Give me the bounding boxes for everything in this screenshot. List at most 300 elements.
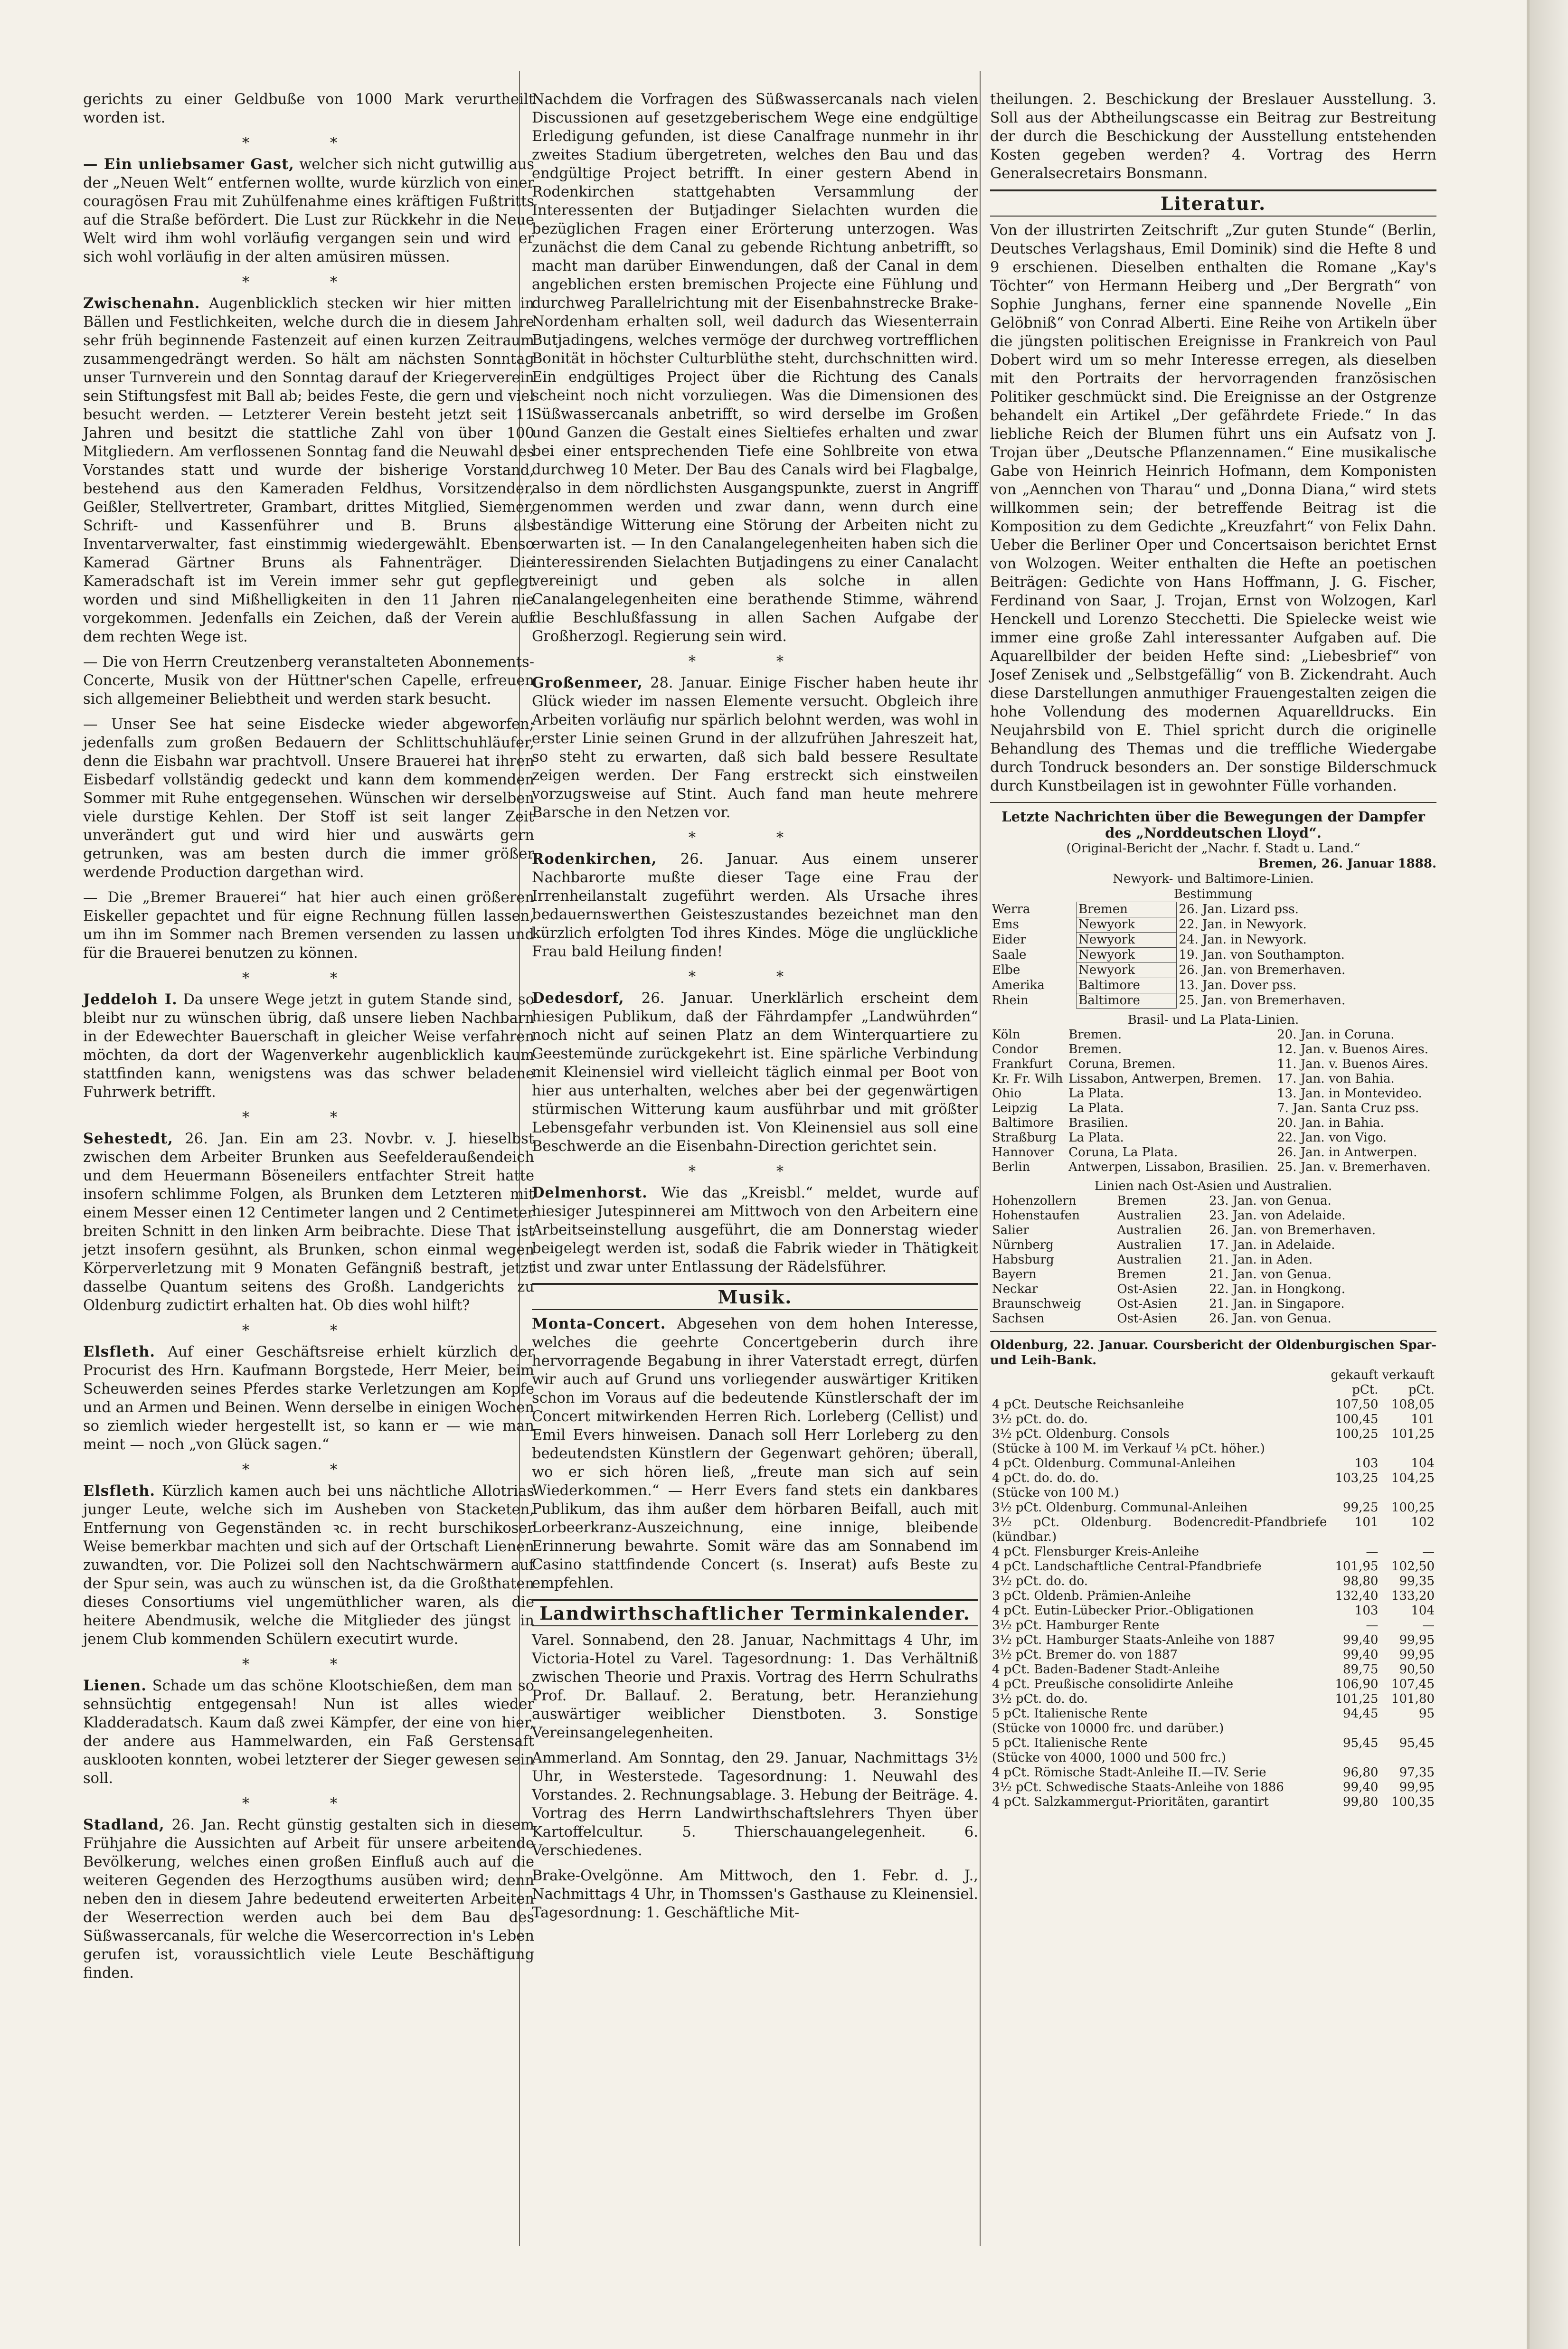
table-cell: — — [1366, 1545, 1379, 1559]
table-cell: Coruna, Bremen. — [1068, 1057, 1176, 1071]
table-cell: 3½ pCt. Oldenburg. Communal-Anleihen — [992, 1500, 1248, 1515]
table-row — [990, 1282, 1436, 1297]
table-cell — [1329, 1442, 1380, 1456]
table-cell: 100,35 — [1391, 1795, 1435, 1809]
table-cell: 13. Jan. Dover pss. — [1179, 978, 1297, 992]
table-body — [990, 1397, 1436, 1810]
table-cell: La Plata. — [1068, 1131, 1124, 1145]
table-cell: 97,35 — [1399, 1765, 1435, 1780]
article-heading: Rodenkirchen, — [532, 850, 657, 868]
table-row — [990, 1238, 1436, 1253]
table-row — [990, 1267, 1436, 1282]
table-cell: 4 pCt. do. do. do. — [992, 1471, 1099, 1485]
table-row — [990, 1486, 1436, 1500]
table-cell: Leipzig — [992, 1101, 1038, 1115]
table-cell: 3½ pCt. Bremer do. von 1887 — [992, 1648, 1178, 1662]
table-row — [990, 1042, 1436, 1057]
table-cell: (Stücke à 100 M. im Verkauf ¼ pCt. höher.) — [992, 1442, 1265, 1456]
table-cell: 3½ pCt. do. do. — [992, 1692, 1088, 1706]
article-text: — Die von Herrn Creutzenberg veranstalteten Abonnements-Concerte, Musik von der Hüttner'schen Capelle, erfreuen sich allgemeiner Beliebtheit und werden stark besucht. — [83, 654, 534, 708]
table-cell: 99,35 — [1399, 1574, 1435, 1588]
table-cell: Hannover — [992, 1145, 1054, 1160]
article-text: 26. Januar. Aus einem unserer Nachbarorte mußte dieser Tage eine Frau der Irrenheilanstalt zugeführt werden. Als Ursache ihres bedauernswerthen Geisteszustandes bezeichnet man den kürzlich erfolgten Tod ihres Kindes. Möge die unglückliche Frau bald Heilung finden! — [532, 851, 978, 960]
article — [532, 989, 978, 1156]
table-cell: Bremen — [1077, 902, 1177, 917]
table-cell: 95,45 — [1342, 1736, 1379, 1750]
table-row — [990, 1208, 1436, 1223]
table-cell: 3½ pCt. do. do. — [992, 1412, 1088, 1426]
table-cell: Newyork — [1077, 963, 1177, 978]
article-heading: Zwischenahn. — [83, 295, 200, 312]
table-cell: Condor — [992, 1042, 1039, 1057]
table-cell: 104 — [1411, 1456, 1435, 1471]
table-row — [990, 1795, 1436, 1810]
table-cell: 21. Jan. in Aden. — [1209, 1253, 1313, 1267]
table-cell — [1380, 1442, 1436, 1456]
table-cell: 102 — [1411, 1515, 1435, 1529]
table-header-row — [990, 1383, 1436, 1397]
section-title-musik: Musik. — [532, 1283, 978, 1310]
table-subheading: Bestimmung — [1173, 887, 1253, 901]
article-text: Schade um das schöne Klootschießen, dem man so sehnsüchtig entgegensah! Nun ist alles wieder Kladderadatsch. Kaum daß zwei Kämpfer, der eine von hier, der andere aus Hammelwarden, ein Faß Gerstensaft ausklooten konnten, wobei letzterer der Sieger gewesen sein soll. — [83, 1678, 534, 1787]
article-text: theilungen. 2. Beschickung der Breslauer Ausstellung. 3. Soll aus der Abtheilungscasse ein Beitrag zur Bestreitung der durch die Beschickung der Ausstellung entstehenden Kosten gegeben werden? 4. Vortrag des Herrn Generalsecretairs Bonsmann. — [990, 91, 1436, 182]
table-cell: 26. Jan. von Bremerhaven. — [1209, 1223, 1376, 1237]
table-cell: 4 pCt. Baden-Badener Stadt-Anleihe — [992, 1662, 1220, 1677]
table-cell: 26. Jan. in Antwerpen. — [1277, 1145, 1417, 1160]
table-cell: Coruna, La Plata. — [1068, 1145, 1178, 1160]
table-cell: 22. Jan. in Newyork. — [1179, 917, 1307, 932]
article-text: Nachdem die Vorfragen des Süßwassercanals nach vielen Discussionen auf gesetzgeberischem Wege eine endgültige Erledigung gefunden, ist diese Canalfrage nunmehr in ihr zweites Stadium übergetreten, welches den Bau und das endgültige Project betrifft. In einer gestern Abend in Rodenkirchen stattgehabten Versammlung der Interessenten der Butjadinger Sielachten wurden die bezüglichen Fragen einer Erörterung unterzogen. Was zunächst die dem Canal zu gebende Richtung anbetrifft, so macht man darüber Einwendungen, daß der Canal in dem angeblichen ersten bremischen Projecte eine Fühlung und durchweg Parallelrichtung mit der Eisenbahnstrecke Brake-Nordenham erhalten soll, weil dadurch das Wiesenterrain Butjadingens, welches vermöge der durchweg vortrefflichen Bonität in höchster Culturblüthe steht, durchschnitten wird. Ein endgültiges Project über die Richtung des Canals scheint noch nicht vorzuliegen. Was die Dimensionen des Süßwassercanals anbetrifft, so wird derselbe im Großen und Ganzen die Gestalt eines Sieltiefes erhalten und zwar bei einer entsprechenden Tiefe eine Sohlbreite von etwa durchweg 10 Meter. Der Bau des Canals wird bei Flagbalge, also in dem nördlichsten Ausgangspunkte, zuerst in Angriff genommen werden und zwar dann, wenn durch eine beständige Witterung eine Störung der Arbeiten nicht zu erwarten ist. — In den Canalangelegenheiten haben sich die interessirenden Sielachten Butjadingens zu einer Canalacht vereinigt und geben als solche in allen Canalangelegenheiten eine berathende Stimme, während die Beschlußfassung in allen Sachen Aufgabe der Großherzogl. Regierung sein wird. — [532, 91, 978, 645]
article-text: 26. Januar. Unerklärlich erscheint dem hiesigen Publikum, daß der Fährdampfer „Landwührden“ noch nicht auf seinen Platz an dem Winterquartiere zu Geestemünde zurückgekehrt ist. Eine spärliche Verbindung mit Kleinensiel wird vielleicht täglich einmal per Boot von hier aus unterhalten, welches aber bei der gegenwärtigen stürmischen Witterung kaum ausführbar und mit größter Lebensgefahr verbunden ist. Von Kleinensiel aus soll eine Beschwerde an die Eisenbahn-Direction gerichtet sein. — [532, 990, 978, 1155]
table-cell: Salier — [992, 1223, 1029, 1237]
table-cell — [1329, 1486, 1380, 1500]
section-title-terminkalender: Landwirthschaftlicher Terminkalender. — [532, 1599, 978, 1626]
table-cell: 5 pCt. Italienische Rente — [992, 1736, 1148, 1750]
table-cell: 26. Jan. von Genua. — [1209, 1311, 1332, 1326]
brasil-laplata-table — [990, 1028, 1436, 1175]
table-cell: 22. Jan. von Vigo. — [1277, 1131, 1387, 1145]
article-heading: Monta-Concert. — [532, 1315, 666, 1332]
article-heading: Sehestedt, — [83, 1130, 173, 1147]
table-cell: La Plata. — [1068, 1101, 1124, 1115]
table-cell: 107,50 — [1335, 1397, 1379, 1412]
table-cell: Nürnberg — [992, 1238, 1054, 1252]
table-row — [990, 1412, 1436, 1427]
table-cell: 23. Jan. von Adelaide. — [1209, 1208, 1346, 1223]
column-header: verkauft — [1382, 1368, 1435, 1382]
table-cell: 12. Jan. v. Buenos Aires. — [1277, 1042, 1428, 1057]
article-heading: Jeddeloh I. — [83, 991, 178, 1008]
table-cell: 103 — [1354, 1456, 1379, 1471]
separator-stars: * * — [688, 969, 822, 985]
table-cell: Baltimore — [1077, 978, 1177, 993]
table-cell: Straßburg — [992, 1131, 1057, 1145]
table-row — [990, 1072, 1436, 1086]
table-row — [990, 1604, 1436, 1618]
table-cell: Eider — [992, 932, 1026, 947]
table-heading: Linien nach Ost-Asien und Australien. — [1094, 1179, 1332, 1193]
article — [83, 155, 534, 266]
table-cell: 94,45 — [1342, 1707, 1379, 1721]
article — [83, 294, 534, 646]
column-header: pCt. — [1352, 1383, 1379, 1397]
table-cell: 104,25 — [1391, 1471, 1435, 1485]
table-body — [990, 902, 1436, 1009]
divider — [990, 802, 1436, 803]
article-heading: Großenmeer, — [532, 674, 643, 691]
table-cell — [1329, 1751, 1380, 1765]
table-row — [990, 1692, 1436, 1707]
table-row — [990, 902, 1436, 917]
table-cell: 96,80 — [1342, 1765, 1379, 1780]
table-row — [990, 1515, 1436, 1545]
article — [532, 1184, 978, 1276]
separator-stars: * * — [688, 653, 822, 670]
table-cell: Newyork — [1077, 917, 1177, 933]
table-row — [990, 1311, 1436, 1326]
table-row — [990, 1160, 1436, 1175]
table-cell: Frankfurt — [992, 1057, 1053, 1071]
coursbericht-table — [990, 1368, 1436, 1810]
table-cell: La Plata. — [1068, 1086, 1124, 1101]
table-cell: 5 pCt. Italienische Rente — [992, 1707, 1148, 1721]
table-cell: 107,45 — [1391, 1677, 1435, 1691]
table-cell: 4 pCt. Römische Stadt-Anleihe II.—IV. Serie — [992, 1765, 1266, 1780]
table-heading: Brasil- und La Plata-Linien. — [1127, 1013, 1299, 1027]
article-text: — Unser See hat seine Eisdecke wieder abgeworfen; jedenfalls zum großen Bedauern der Schlittschuhläufer, denn die Eisbahn war prachtvoll. Unsere Brauerei hat ihren Eisbedarf vollständig gedeckt und kann dem kommenden Sommer mit Ruhe entgegensehen. Wünschen wir derselben viele durstige Kehlen. Der Stoff ist seit langer Zeit unverändert gut und wird hier und auswärts gern getrunken, was am besten durch die immer größer werdende Production dargethan wird. — [83, 716, 534, 881]
separator-stars: * * — [242, 970, 376, 987]
table-cell: Bremen. — [1068, 1028, 1122, 1042]
table-cell: Ohio — [992, 1086, 1022, 1101]
table-row — [990, 1427, 1436, 1442]
table-cell: 99,95 — [1399, 1633, 1435, 1647]
table-row — [990, 1677, 1436, 1692]
table-cell: 100,25 — [1335, 1427, 1379, 1441]
article-heading: Stadland, — [83, 1816, 165, 1833]
table-cell — [1380, 1721, 1436, 1736]
table-row — [990, 1500, 1436, 1515]
table-row — [990, 1471, 1436, 1486]
table-cell: 101 — [1354, 1515, 1379, 1529]
table-row — [990, 1057, 1436, 1072]
table-row — [990, 1253, 1436, 1267]
table-row — [990, 1131, 1436, 1145]
table-row — [990, 917, 1436, 933]
article-text: Auf einer Geschäftsreise erhielt kürzlich der Procurist des Hrn. Kaufmann Borgstede, Herr Meier, beim Scheuwerden seines Pferdes starke Verletzungen am Kopfe und an Armen und Beinen. Wenn derselbe in einigen Wochen so ziemlich wieder hergestellt ist, so kann er — wie man meint — noch „von Glück sagen.“ — [83, 1344, 534, 1453]
table-cell: 3½ pCt. Oldenburg. Consols — [992, 1427, 1170, 1441]
table-cell: Ost-Asien — [1117, 1311, 1177, 1326]
article — [532, 674, 978, 822]
table-cell: Australien — [1117, 1253, 1182, 1267]
table-row — [990, 1707, 1436, 1721]
table-cell: Neckar — [992, 1282, 1038, 1296]
table-cell: Australien — [1117, 1238, 1182, 1252]
table-cell: 4 pCt. Eutin-Lübecker Prior.-Obligationen — [992, 1604, 1254, 1618]
lloyd-date: Bremen, 26. Januar 1888. — [1258, 857, 1436, 871]
table-cell: 3½ pCt. Hamburger Rente — [992, 1618, 1160, 1632]
table-cell: 20. Jan. in Coruna. — [1277, 1028, 1395, 1042]
table-cell: 25. Jan. v. Bremerhaven. — [1277, 1160, 1431, 1174]
table-heading: Newyork- und Baltimore-Linien. — [1113, 872, 1314, 886]
table-cell: 132,40 — [1335, 1589, 1379, 1603]
table-cell: 99,40 — [1342, 1648, 1379, 1662]
table-cell: 26. Jan. Lizard pss. — [1179, 902, 1299, 916]
article-heading: Delmenhorst. — [532, 1184, 648, 1201]
table-cell: 101,95 — [1335, 1559, 1379, 1574]
table-row — [990, 1648, 1436, 1662]
table-row — [990, 1194, 1436, 1208]
table-cell: Habsburg — [992, 1253, 1054, 1267]
table-cell: 19. Jan. von Southampton. — [1179, 947, 1345, 962]
table-cell: 3½ pCt. Hamburger Staats-Anleihe von 1887 — [992, 1633, 1275, 1647]
table-cell: 4 pCt. Preußische consolidirte Anleihe — [992, 1677, 1234, 1691]
table-cell: 23. Jan. von Genua. — [1209, 1194, 1332, 1208]
table-cell: 108,05 — [1391, 1397, 1435, 1412]
table-cell: (Stücke von 10000 frc. und darüber.) — [992, 1721, 1224, 1736]
table-header-row — [990, 1368, 1436, 1383]
separator-stars: * * — [242, 1109, 376, 1126]
table-cell: (Stücke von 4000, 1000 und 500 frc.) — [992, 1751, 1226, 1765]
table-cell: 21. Jan. in Singapore. — [1209, 1297, 1345, 1311]
separator-stars: * * — [242, 1656, 376, 1673]
table-cell: 17. Jan. von Bahia. — [1277, 1072, 1395, 1086]
table-row — [990, 1765, 1436, 1780]
article-text: Varel. Sonnabend, den 28. Januar, Nachmittags 4 Uhr, im Victoria-Hotel zu Varel. Tagesordnung: 1. Das Verhältniß zwischen Theorie und Praxis. Vortrag des Herrn Schulraths Prof. Dr. Ballauf. 2. Beratung, betr. Heranziehung auswärtiger weiblicher Dienstboten. 3. Sonstige Vereinsangelegenheiten. — [532, 1632, 978, 1741]
article — [83, 1482, 534, 1649]
table-row — [990, 1559, 1436, 1574]
lloyd-title: Letzte Nachrichten über die Bewegungen der Dampfer des „Norddeutschen Lloyd“. — [1001, 809, 1425, 841]
article — [83, 1677, 534, 1788]
separator-stars: * * — [242, 1462, 376, 1478]
table-cell: 20. Jan. in Bahia. — [1277, 1116, 1384, 1130]
table-cell: — — [1422, 1545, 1435, 1559]
article-text: — Die „Bremer Brauerei“ hat hier auch einen größeren Eiskeller gepachtet und für eigne Rechnung füllen lassen, um ihn im Sommer nach Bremen versenden zu lassen und für die Brauerei benutzen zu können. — [83, 889, 534, 962]
table-body — [990, 1194, 1436, 1326]
table-cell: Baltimore — [992, 1116, 1054, 1130]
article-heading: Elsfleth. — [83, 1482, 155, 1500]
table-cell: 103,25 — [1335, 1471, 1379, 1485]
table-cell: Braunschweig — [992, 1297, 1081, 1311]
table-cell: 99,40 — [1342, 1633, 1379, 1647]
table-cell: Baltimore — [1077, 993, 1177, 1009]
table-cell: Rhein — [992, 993, 1029, 1008]
table-cell: Hohenzollern — [992, 1194, 1077, 1208]
article-text: Wie das „Kreisbl.“ meldet, wurde auf hiesiger Jutespinnerei am Mittwoch von den Arbeitern eine Arbeitseinstellung ausgeführt, die am Donnerstag wieder beigelegt werden ist, sodaß die Fabrik wieder in Thätigkeit ist und zwar unter Entlassung der Rädelsführer. — [532, 1185, 978, 1275]
table-row — [990, 1028, 1436, 1042]
column-divider — [980, 71, 981, 2246]
column-1 — [83, 90, 534, 1989]
table-cell: 95 — [1418, 1707, 1435, 1721]
article — [83, 1130, 534, 1315]
article — [532, 1315, 978, 1593]
table-cell: 90,50 — [1399, 1662, 1435, 1677]
table-cell: 106,90 — [1335, 1677, 1379, 1691]
table-cell: Elbe — [992, 962, 1020, 977]
table-cell: 101,25 — [1391, 1427, 1435, 1441]
article-text: Da unsere Wege jetzt in gutem Stande sind, so bleibt nur zu wünschen übrig, daß unsere lieben Nachbarn in der Edewechter Bauerschaft in gleicher Weise verfahren möchten, da dort der Wagenverkehr augenblicklich kaum stattfinden kann, wenigstens was das schwer beladene Fuhrwerk betrifft. — [83, 991, 534, 1101]
table-cell — [1329, 1721, 1380, 1736]
table-cell: 99,95 — [1399, 1648, 1435, 1662]
table-body — [990, 1028, 1436, 1175]
table-row — [990, 1751, 1436, 1765]
table-row — [990, 1442, 1436, 1456]
table-row — [990, 1086, 1436, 1101]
table-cell: 7. Jan. Santa Cruz pss. — [1277, 1101, 1419, 1115]
article-text: Kürzlich kamen auch bei uns nächtliche Allotrias junger Leute, welche sich im Ausheben von Stacketen, Entfernung von Gegenständen ꝛc. in recht burschikoser Weise bemerkbar machten und sich auf der Ortschaft Lienen zuwandten, vor. Die Polizei soll den Nachtschwärmern auf der Spur sein, was auch zu wünschen ist, da die Großthaten dieses Consortiums viel ungemüthlicher waren, als die heitere Abendmusik, welche die Mitglieder des jüngst in jenem Club kommenden Schülern executirt wurde. — [83, 1483, 534, 1648]
table-cell: 26. Jan. von Bremerhaven. — [1179, 962, 1346, 977]
separator-stars: * * — [688, 1163, 822, 1180]
article-text: Ammerland. Am Sonntag, den 29. Januar, Nachmittags 3½ Uhr, in Westerstede. Tagesordnung: 1. Neuwahl des Vorstandes. 2. Rechnungsablage. 3. Hebung der Beiträge. 4. Vortrag des Herrn Landwirthschaftslehrers Thyen über Kartoffelcultur. 5. Thierschauangelegenheit. 6. Verschiedenes. — [532, 1750, 978, 1859]
article — [83, 1816, 534, 1982]
table-row — [990, 1780, 1436, 1795]
kurs-title: Oldenburg, 22. Januar. Coursbericht der Oldenburgischen Spar- und Leih-Bank. — [990, 1338, 1436, 1368]
table-cell: (Stücke von 100 M.) — [992, 1486, 1119, 1500]
table-row — [990, 1116, 1436, 1131]
article-heading: — Ein unliebsamer Gast, — [83, 156, 294, 173]
table-row — [990, 993, 1436, 1009]
table-cell: 101,25 — [1335, 1692, 1379, 1706]
article-text: Abgesehen von dem hohen Interesse, welches die geehrte Concertgeberin durch ihre hervorragende Begabung in ihrer Vaterstadt erregt, dürfen wir auch auf Grund uns vorliegender auswärtiger Kritiken schon im Voraus auf die bedeutende Künstlerschaft der im Concert mitwirkenden Herren Rich. Lorleberg (Cellist) und Emil Evers hinweisen. Danach soll Herr Lorleberg zu den bedeutendsten Künstlern der Gegenwart gehören; überall, wo er sich hören ließ, „freute man sich auf sein Wiederkommen.“ — Herr Evers fand stets ein dankbares Publikum, das ihm außer dem hörbaren Beifall, auch mit Lorbeerkranz-Auszeichnung, eine innige, bleibende Erinnerung bewahrte. Somit wäre das am Sonnabend im Casino stattfindende Concert (s. Inserat) aufs Beste zu empfehlen. — [532, 1316, 978, 1592]
table-cell: 3½ pCt. do. do. — [992, 1574, 1088, 1588]
table-cell: 104 — [1411, 1604, 1435, 1618]
ostasien-australien-table — [990, 1194, 1436, 1326]
table-cell: — — [1366, 1618, 1379, 1632]
table-cell: 13. Jan. in Montevideo. — [1277, 1086, 1422, 1101]
table-row — [990, 1736, 1436, 1751]
table-cell: 4 pCt. Salzkammergut-Prioritäten, garantirt — [992, 1795, 1269, 1809]
separator-stars: * * — [242, 1322, 376, 1339]
table-cell: — — [1422, 1618, 1435, 1632]
table-row — [990, 1574, 1436, 1589]
table-cell: 25. Jan. von Bremerhaven. — [1179, 993, 1346, 1008]
table-cell: Kr. Fr. Wilh — [992, 1072, 1063, 1086]
table-cell: Berlin — [992, 1160, 1030, 1174]
article-text: Brake-Ovelgönne. Am Mittwoch, den 1. Febr. d. J., Nachmittags 4 Uhr, in Thomssen's Gasthause zu Kleinensiel. Tagesordnung: 1. Geschäftliche Mit- — [532, 1868, 978, 1921]
table-cell: Newyork — [1077, 948, 1177, 963]
table-cell: Sachsen — [992, 1311, 1045, 1326]
table-row — [990, 1721, 1436, 1736]
newyork-baltimore-table — [990, 902, 1436, 1009]
article-text: gerichts zu einer Geldbuße von 1000 Mark verurtheilt worden ist. — [83, 91, 534, 126]
table-cell — [1380, 1751, 1436, 1765]
separator-stars: * * — [242, 1795, 376, 1812]
article — [532, 850, 978, 961]
table-row — [990, 1545, 1436, 1559]
table-cell: 22. Jan. in Hongkong. — [1209, 1282, 1346, 1296]
table-cell: 3½ pCt. Oldenburg. Bodencredit-Pfandbriefe (kündbar.) — [992, 1515, 1327, 1544]
table-cell: 99,25 — [1342, 1500, 1379, 1515]
article-text: welcher sich nicht gutwillig aus der „Neuen Welt“ entfernen wollte, wurde kürzlich von einer couragösen Frau mit Zuhülfenahme eines kräftigen Fußtritts auf die Straße befördert. Die Lust zur Rückkehr in die Neue Welt wird ihm wohl vorläufig vergangen sein und wird er sich wohl vorläufig in der alten amüsiren müssen. — [83, 156, 534, 265]
table-cell: Bremen — [1117, 1194, 1167, 1208]
article — [83, 991, 534, 1102]
table-cell: 99,40 — [1342, 1780, 1379, 1794]
table-row — [990, 948, 1436, 963]
table-cell: 100,45 — [1335, 1412, 1379, 1426]
separator-stars: * * — [688, 830, 822, 846]
table-cell: Bremen — [1117, 1267, 1167, 1282]
column-header: pCt. — [1408, 1383, 1435, 1397]
table-row — [990, 1618, 1436, 1633]
table-cell: 11. Jan. v. Buenos Aires. — [1277, 1057, 1428, 1071]
table-cell: 21. Jan. von Genua. — [1209, 1267, 1332, 1282]
table-cell: Amerika — [992, 978, 1045, 992]
table-cell: Ost-Asien — [1117, 1282, 1177, 1296]
table-row — [990, 978, 1436, 993]
table-cell: 133,20 — [1391, 1589, 1435, 1603]
table-cell: 101,80 — [1391, 1692, 1435, 1706]
separator-stars: * * — [242, 135, 376, 151]
column-2 — [532, 90, 978, 1929]
table-row — [990, 1101, 1436, 1116]
table-cell: 4 pCt. Flensburger Kreis-Anleihe — [992, 1545, 1200, 1559]
table-cell: 4 pCt. Landschaftliche Central-Pfandbriefe — [992, 1559, 1262, 1574]
table-cell: 89,75 — [1342, 1662, 1379, 1677]
table-cell: Ems — [992, 917, 1019, 932]
table-cell: Saale — [992, 947, 1027, 962]
table-row — [990, 1589, 1436, 1604]
table-cell: 4 pCt. Oldenburg. Communal-Anleihen — [992, 1456, 1236, 1471]
divider — [990, 1331, 1436, 1332]
article-text: Von der illustrirten Zeitschrift „Zur guten Stunde“ (Berlin, Deutsches Verlagshaus, Emil Dominik) sind die Hefte 8 und 9 erschienen. Dieselben enthalten die Romane „Kay's Töchter“ von Hermann Heiberg und „Der Bergrath“ von Sophie Junghans, ferner eine spannende Novelle „Ein Gelöbniß“ von Conrad Alberti. Eine Reihe von Artikeln über die jüngsten politischen Ereignisse in Frankreich von Paul Dobert wird um so mehr Interesse erregen, als dieselben mit den Portraits der hervorragenden französischen Politiker geschmückt sind. Die Ereignisse an der Ostgrenze behandelt ein Artikel „Der gefährdete Friede.“ In das liebliche Reich der Blumen führt uns ein Aufsatz von J. Trojan über „Deutsche Pflanzennamen.“ Eine musikalische Gabe von Heinrich Heinrich Hofmann, dem Komponisten von „Aennchen von Tharau“ und „Donna Diana,“ wird stets willkommen sein; der betreffende Beitrag ist die Komposition zu dem Gedichte „Kreuzfahrt“ von Felix Dahn. Ueber die Berliner Oper und Concertsaison berichtet Ernst von Wolzogen. Weiter enthalten die Hefte an poetischen Beiträgen: Gedichte von Hans Hoffmann, J. G. Fischer, Ferdinand von Saar, J. Trojan, Ernst von Wolzogen, Karl Henckell und Lorenzo Stecchetti. Die Spielecke weist wie immer eine große Zahl interessanter Aufgaben auf. Die Aquarellbilder der beiden Hefte sind: „Liebesbrief“ von Josef Zenisek und „Selbstgefällig“ von B. Zickendraht. Auch diese Darstellungen anmuthiger Frauengestalten zeigen die hohe Vollendung des modernen Aquarelldrucks. Ein Neujahrsbild von E. Thiel spricht durch die originelle Behandlung des Themas und die treffliche Wiedergabe durch Tondruck besonders an. Der sonstige Bilderschmuck durch Kunstbeilagen ist in gewohnter Fülle vorhanden. — [990, 222, 1436, 794]
table-cell: 95,45 — [1399, 1736, 1435, 1750]
table-cell: Brasilien. — [1068, 1116, 1128, 1130]
table-cell: Ost-Asien — [1117, 1297, 1177, 1311]
table-cell: 98,80 — [1342, 1574, 1379, 1588]
table-cell: 3 pCt. Oldenb. Prämien-Anleihe — [992, 1589, 1191, 1603]
separator-stars: * * — [242, 274, 376, 291]
table-cell: Antwerpen, Lissabon, Brasilien. — [1068, 1160, 1268, 1174]
table-cell: Lissabon, Antwerpen, Bremen. — [1068, 1072, 1262, 1086]
table-cell: Newyork — [1077, 933, 1177, 948]
table-cell: 99,80 — [1342, 1795, 1379, 1809]
table-cell: Australien — [1117, 1223, 1182, 1237]
article-text: 26. Jan. Recht günstig gestalten sich in diesem Frühjahre die Aussichten auf Arbeit für unsere arbeitende Bevölkerung, welches einen großen Einfluß auch auf die weiteren Gegenden des Herzogthums ausüben wird; denn neben den in diesem Jahre bedeutend erweiterten Arbeiten der Weserrection werden auch bei dem Bau des Süßwassercanals, für welche die Wesercorrection in's Leben gerufen ist, voraussichtlich viele Leute Beschäftigung finden. — [83, 1817, 534, 1981]
table-cell: 101 — [1411, 1412, 1435, 1426]
column-3 — [990, 90, 1436, 1810]
section-title-literatur: Literatur. — [990, 189, 1436, 217]
article-heading: Elsfleth. — [83, 1343, 155, 1360]
table-cell: Köln — [992, 1028, 1020, 1042]
table-row — [990, 1633, 1436, 1648]
table-cell — [1380, 1486, 1436, 1500]
article — [83, 1343, 534, 1454]
table-cell: 17. Jan. in Adelaide. — [1209, 1238, 1335, 1252]
article-text: 26. Jan. Ein am 23. Novbr. v. J. hieselbst zwischen dem Arbeiter Brunken aus Seefelderaußendeich und dem Heuermann Böseneilers entfachter Streit hatte insofern schlimme Folgen, als Brunken dem Letzteren mit einem Messer einen 12 Centimeter langen und 2 Centimeter breiten Schnitt in den linken Arm beibrachte. Diese That ist jetzt insofern gesühnt, als Brunken, schon einmal wegen Körperverletzung mit 9 Monaten Gefängniß bestraft, jetzt dasselbe Quantum seitens des Großh. Landgerichts zu Oldenburg zudictirt erhalten hat. Ob dies wohl hilft? — [83, 1131, 535, 1314]
lloyd-source: (Original-Bericht der „Nachr. f. Stadt u. Land.“ — [1066, 841, 1360, 856]
table-cell: Werra — [992, 902, 1030, 916]
table-cell: 99,95 — [1399, 1780, 1435, 1794]
table-cell: 4 pCt. Deutsche Reichsanleihe — [992, 1397, 1184, 1412]
table-row — [990, 933, 1436, 948]
table-cell: Bayern — [992, 1267, 1037, 1282]
table-row — [990, 963, 1436, 978]
article-heading: Dedesdorf, — [532, 990, 624, 1007]
table-cell: 100,25 — [1391, 1500, 1435, 1515]
table-row — [990, 1145, 1436, 1160]
table-row — [990, 1297, 1436, 1311]
table-cell: 103 — [1354, 1604, 1379, 1618]
table-cell: Australien — [1117, 1208, 1182, 1223]
table-cell: 3½ pCt. Schwedische Staats-Anleihe von 1886 — [992, 1780, 1284, 1794]
table-cell: Hohenstaufen — [992, 1208, 1080, 1223]
table-cell: 102,50 — [1391, 1559, 1435, 1574]
table-row — [990, 1397, 1436, 1412]
table-row — [990, 1662, 1436, 1677]
article-heading: Lienen. — [83, 1677, 147, 1694]
column-header: gekauft — [1331, 1368, 1379, 1382]
article-text: 28. Januar. Einige Fischer haben heute ihr Glück wieder im nassen Elemente versucht. Obgleich ihre Arbeiten vorläufig nur spärlich belohnt werden, was wohl in erster Linie seinen Grund in der allzufrühen Jahreszeit hat, so steht zu erwarten, daß sich bald bessere Resultate zeigen werden. Der Fang erstreckt sich einstweilen vorzugsweise auf Stint. Auch fand man heute mehrere Barsche in den Netzen vor. — [532, 675, 979, 821]
page-gutter — [1530, 0, 1568, 2349]
